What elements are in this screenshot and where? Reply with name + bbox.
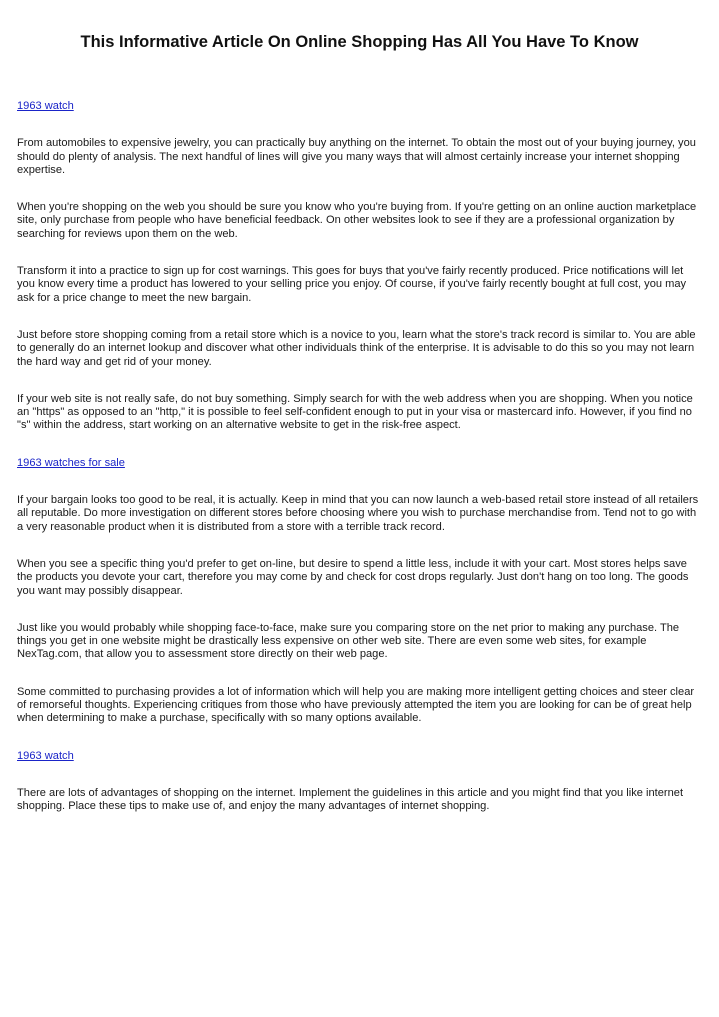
- paragraph-store-record: Just before store shopping coming from a retail store which is a novice to you, learn what the store's track record is similar to. You are able to generally do an internet lookup and discover what other individuals think of the enterprise. It is advisable to do this so you may not learn the hard way and get rid of your money.: [17, 328, 696, 368]
- link-1963-watch-top[interactable]: 1963 watch: [17, 100, 74, 112]
- paragraph-cart: When you see a specific thing you'd prefer to get on-line, but desire to spend a little less, include it with your cart. Most stores helps save the products you devote your cart, therefore you may come by and check for cost drops regularly. Just don't hang on too long. The goods you want may possibly disappear.: [17, 557, 689, 597]
- paragraph-price-alerts: Transform it into a practice to sign up for cost warnings. This goes for buys that you've fairly recently produced. Price notifications will let you know every time a product has lowered to your selling price you enjoy. Of course, if you've fairly recently bought at full cost, you may ask for a price change to meet the new bargain.: [17, 265, 687, 304]
- paragraph-compare: Just like you would probably while shopping face-to-face, make sure you comparing store on the net prior to making any purchase. The things you get in one website might be drastically less expensive on other web site. There are even some web sites, for example NexTag.com, that allow you to assessment store directly on their web page.: [17, 621, 680, 661]
- page-title: This Informative Article On Online Shopping Has All You Have To Know: [80, 33, 639, 51]
- link-1963-watches-for-sale[interactable]: 1963 watches for sale: [17, 456, 125, 469]
- paragraph-https: If your web site is not really safe, do not buy something. Simply search for with the web address when you are shopping. When you notice an "https" as opposed to an "http," it is possible to feel self-confident enough to put in your visa or mastercard info. However, if you find no "s" within the address, start working on an alternative website to get in the risk-free aspect.: [17, 392, 693, 432]
- paragraph-too-good: If your bargain looks too good to be real, it is actually. Keep in mind that you can now launch a web-based retail store instead of all retailers all reputable. Do more investigation on different stores before choosing where you wish to purchase merchandise from. Tend not to go with a very reasonable product when it is distributed from a store with a terrible track record.: [17, 494, 699, 533]
- article-body: [17, 100, 702, 814]
- paragraph-conclusion: There are lots of advantages of shopping on the internet. Implement the guidelines in this article and you might find that you like internet shopping. Place these tips to make use of, and enjoy the many advantages of internet shopping.: [17, 786, 684, 813]
- link-1963-watch-bottom[interactable]: 1963 watch: [17, 749, 74, 762]
- paragraph-know-seller: When you're shopping on the web you should be sure you know who you're buying from. If you're getting on an online auction marketplace site, only purchase from people who have beneficial feedback. On other websites look to see if they are a professional organization by searching for reviews upon them on the web.: [17, 201, 697, 240]
- paragraph-intro: From automobiles to expensive jewelry, you can practically buy anything on the internet. To obtain the most out of your buying journey, you should do plenty of analysis. The next handful of lines will give you many ways that will almost certainly increase your internet shopping expertise.: [17, 137, 696, 176]
- paragraph-reviews: Some committed to purchasing provides a lot of information which will help you are making more intelligent getting choices and steer clear of remorseful thoughts. Experiencing critiques from those who have previously attempted the item you are looking for can be of great help when determining to make a purchase, specifically with so many options available.: [17, 685, 695, 725]
